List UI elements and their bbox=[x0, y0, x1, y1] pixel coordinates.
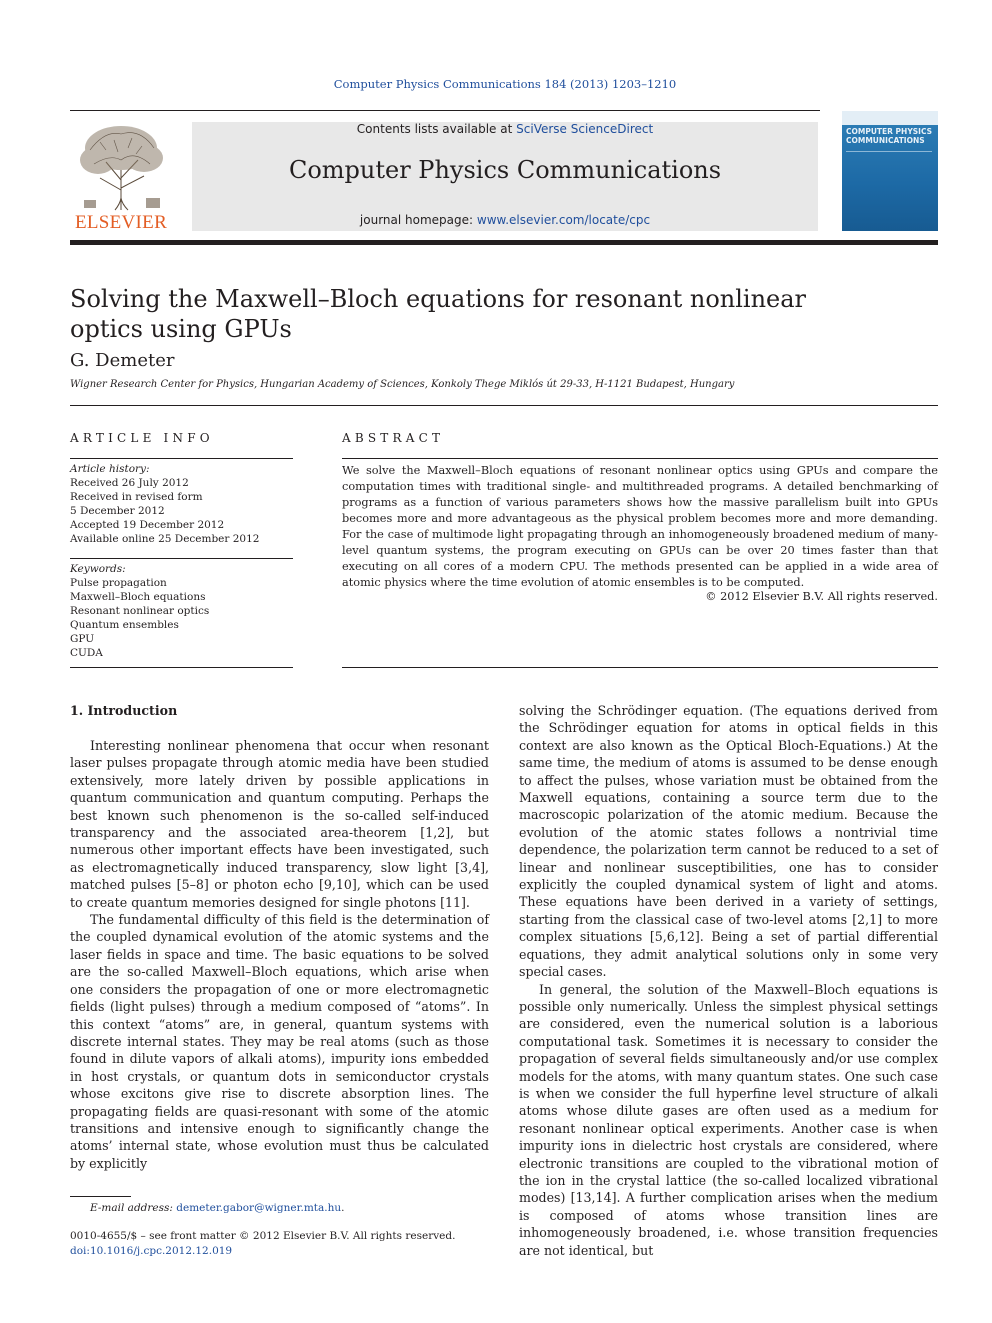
history-label: Article history: bbox=[70, 463, 150, 475]
body-column-left bbox=[70, 737, 489, 1172]
keywords-label: Keywords: bbox=[70, 563, 126, 575]
paragraph: solving the Schrödinger equation. (The equations derived from the Schrödinger equation for atoms in optical fields in this context are also known as the Optical Bloch-Equations.) At the same time, the medium of atoms is assumed to be dense enough to affect the pulses, whose variation must be obtained from the Maxwell equations, containing a source term due to the macroscopic polarization of the atomic medium. Because the evolution of the atomic states follows a nontrivial time dependence, the polarization term cannot be reduced to a set of linear and nonlinear susceptibilities, one has to consider explicitly the coupled dynamical system of light and atoms. These equations have been derived in a variety of settings, starting from the classical case of two-level atoms [2,1] to more complex situations [5,6,12]. Being a set of partial differential equations, they admit analytical solutions only in some very special cases. bbox=[519, 703, 938, 980]
history-item: 5 December 2012 bbox=[70, 505, 165, 517]
keyword-item: Quantum ensembles bbox=[70, 619, 179, 631]
homepage-prefix: journal homepage: bbox=[359, 213, 477, 227]
article-history bbox=[70, 462, 293, 546]
body-column-right bbox=[519, 702, 938, 1259]
paper-title: Solving the Maxwell–Bloch equations for resonant nonlinear optics using GPUs bbox=[70, 285, 807, 343]
author-name: G. Demeter bbox=[70, 350, 175, 371]
journal-citation[interactable]: Computer Physics Communications 184 (2013) 1203–1210 bbox=[333, 77, 677, 91]
footnote-email bbox=[90, 1202, 344, 1214]
abstract-rule-bottom bbox=[342, 667, 938, 668]
keyword-item: Maxwell–Bloch equations bbox=[70, 591, 206, 603]
abstract-text: We solve the Maxwell–Bloch equations of resonant nonlinear optics using GPUs and compare the computation times with traditional single- and multithreaded programs. A detailed benchmarking of programs as a function of various parameters shows how the massive parallelism built into GPUs becomes more and more advantageous as the physical problem becomes more and more demanding. For the case of multimode light propagating through an inhomogeneously broadened medium of many-level quantum systems, the program executing on GPUs can be over 20 times faster than that executing on all cores of a modern CPU. The methods presented can be applied in a wide area of atomic physics where the time evolution of atomic ensembles is to be computed. bbox=[342, 464, 938, 589]
sciencedirect-link[interactable]: SciVerse ScienceDirect bbox=[516, 122, 654, 136]
author-affiliation: Wigner Research Center for Physics, Hungarian Academy of Sciences, Konkoly Thege Miklós út 29-33, H-1121 Budapest, Hungary bbox=[70, 379, 735, 390]
article-info-rule-bottom bbox=[70, 667, 293, 668]
title-rule bbox=[70, 405, 938, 406]
history-item: Received in revised form bbox=[70, 491, 203, 503]
paragraph: Interesting nonlinear phenomena that occur when resonant laser pulses propagate through atomic media have been studied extensively, more lately driven by possible applications in quantum communication and quantum computing. Perhaps the best known such phenomenon is the so-called self-induced transparency and the associated area-theorem [1,2], but numerous other important effects have been investigated, such as electromagnetically induced transparency, slow light [3,4], matched pulses [5–8] or photon echo [9,10], which can be used to create quantum memories designed for single photons [11]. bbox=[70, 738, 489, 910]
journal-name: Computer Physics Communications bbox=[288, 156, 722, 184]
elsevier-wordmark: ELSEVIER bbox=[74, 212, 168, 233]
journal-cover-divider bbox=[846, 151, 932, 152]
paragraph: In general, the solution of the Maxwell–Bloch equations is possible only numerically. Unless the simplest physical settings are considered, even the numerical solution is a laborious computational task. Sometimes it is necessary to consider the propagation of several fields simultaneously and/or use complex models for the atoms, with many quantum states. One such case is when we consider the full hyperfine level structure of alkali atoms whose dilute gases are often used as a medium for resonant nonlinear optical experiments. Another case is when impurity ions in dielectric host crystals are considered, where electronic transitions are coupled to the vibrational motion of the ion in the crystal lattice (the so-called localized vibrational modes) [13,14]. A further complication arises when the medium is composed of atoms whose transition lines are inhomogeneously broadened, i.e. whose transition frequencies are not identical, but bbox=[519, 981, 938, 1258]
issn-line: 0010-4655/$ – see front matter © 2012 Elsevier B.V. All rights reserved. bbox=[70, 1230, 456, 1242]
history-item: Available online 25 December 2012 bbox=[70, 533, 260, 545]
introduction-heading: 1. Introduction bbox=[70, 703, 178, 718]
journal-cover-title: COMPUTER PHYSICS COMMUNICATIONS bbox=[846, 127, 932, 145]
article-info-rule-mid bbox=[70, 558, 293, 559]
keywords-list bbox=[70, 562, 293, 660]
contents-prefix: Contents lists available at bbox=[356, 122, 517, 136]
header-rule bbox=[70, 110, 820, 111]
abstract-heading: ABSTRACT bbox=[342, 431, 445, 445]
history-item: Received 26 July 2012 bbox=[70, 477, 189, 489]
journal-cover-strip bbox=[842, 111, 938, 125]
abstract-rule-top bbox=[342, 458, 938, 459]
email-link[interactable]: demeter.gabor@wigner.mta.hu bbox=[176, 1202, 342, 1214]
homepage-link[interactable]: www.elsevier.com/locate/cpc bbox=[476, 213, 651, 227]
keyword-item: Pulse propagation bbox=[70, 577, 167, 589]
history-item: Accepted 19 December 2012 bbox=[70, 519, 225, 531]
article-info-rule-top bbox=[70, 458, 293, 459]
keyword-item: CUDA bbox=[70, 647, 103, 659]
email-suffix: . bbox=[341, 1202, 345, 1214]
homepage-line bbox=[192, 213, 818, 227]
article-info-heading: ARTICLE INFO bbox=[70, 431, 214, 445]
email-label: E-mail address: bbox=[90, 1202, 177, 1214]
footnote-rule bbox=[70, 1196, 131, 1197]
header-thick-rule bbox=[70, 240, 938, 245]
keyword-item: Resonant nonlinear optics bbox=[70, 605, 210, 617]
keyword-item: GPU bbox=[70, 633, 95, 645]
paragraph: The fundamental difficulty of this field is the determination of the coupled dynamical evolution of the atomic systems and the laser fields in space and time. The basic equations to be solved are the so-called Maxwell–Bloch equations, which arise when one considers the propagation of one or more electromagnetic fields (light pulses) through a medium composed of “atoms”. In this context “atoms” are, in general, quantum systems with discrete internal states. They may be real atoms (such as those found in dilute vapors of alkali atoms), impurity ions embedded in host crystals, or quantum dots in semiconductor crystals whose excitons give rise to discrete absorption lines. The propagating fields are quasi-resonant with some of the atomic transitions and intensive enough to significantly change the atoms’ internal state, whose evolution must thus be calculated by explicitly bbox=[70, 912, 489, 1171]
contents-line bbox=[192, 122, 818, 136]
doi-link[interactable]: doi:10.1016/j.cpc.2012.12.019 bbox=[70, 1245, 233, 1257]
abstract-copyright: © 2012 Elsevier B.V. All rights reserved. bbox=[705, 590, 938, 603]
